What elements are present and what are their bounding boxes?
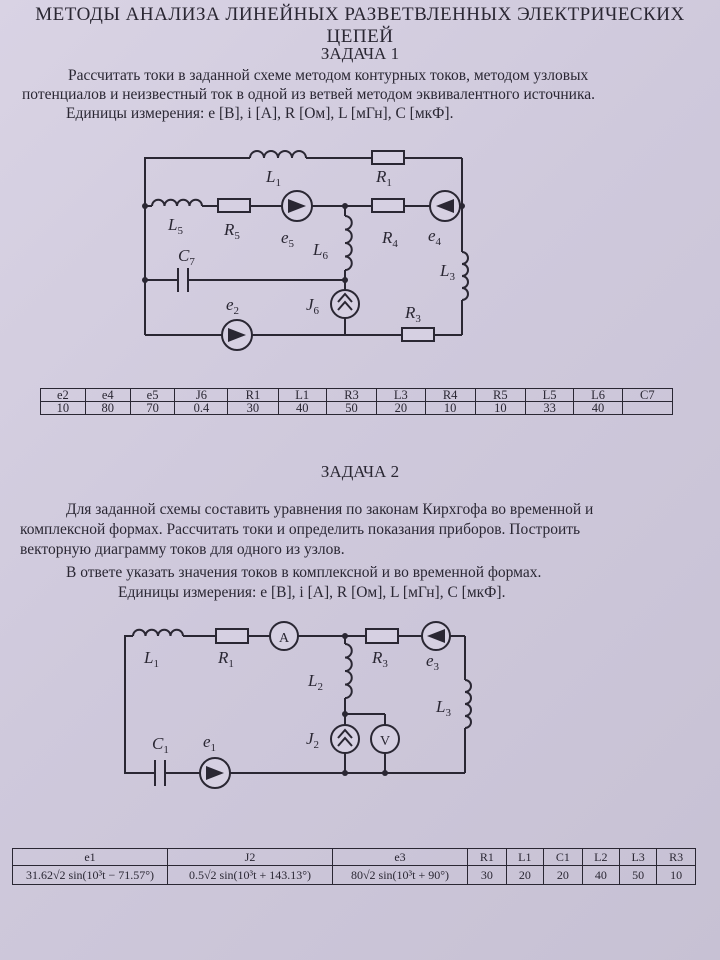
label-L3: $L_3$ bbox=[436, 697, 451, 719]
table-header-cell: J2 bbox=[168, 849, 333, 866]
label-e4: $e_4$ bbox=[428, 226, 442, 248]
label-R1: $R_1$ bbox=[218, 648, 234, 670]
table-header-cell: L6 bbox=[574, 389, 622, 402]
table-cell: 30 bbox=[468, 866, 507, 885]
table-cell: 80 bbox=[85, 402, 130, 415]
table-header-cell: e2 bbox=[41, 389, 86, 402]
table-cell: 10 bbox=[657, 866, 696, 885]
task1-line1: Рассчитать токи в заданной схеме методом контурных токов, методом узловых bbox=[68, 67, 589, 84]
label-e1: $e_1$ bbox=[203, 732, 217, 754]
table-cell: 50 bbox=[326, 402, 376, 415]
table-header-cell: R1 bbox=[228, 389, 278, 402]
label-L6: $L_6$ bbox=[313, 240, 328, 262]
label-L1: $L_1$ bbox=[266, 167, 281, 189]
table-cell: 50 bbox=[619, 866, 656, 885]
table-header-cell: e3 bbox=[333, 849, 468, 866]
voltmeter-label: V bbox=[379, 734, 391, 749]
task2-line2: комплексной формах. Рассчитать токи и определить показания приборов. Построить bbox=[20, 521, 581, 538]
table-cell: 0.4 bbox=[175, 402, 228, 415]
table-cell: 30 bbox=[228, 402, 278, 415]
label-J2: $J_2$ bbox=[306, 729, 320, 751]
table-header-cell: C1 bbox=[543, 849, 582, 866]
table-cell: 10 bbox=[425, 402, 475, 415]
task1-units: Единицы измерения: e [В], i [А], R [Ом], L [мГн], C [мкФ]. bbox=[66, 105, 454, 122]
label-e5: $e_5$ bbox=[281, 228, 295, 250]
label-L3: $L_3$ bbox=[440, 261, 455, 283]
label-e2: $e_2$ bbox=[226, 295, 240, 317]
table-header-cell: L3 bbox=[377, 389, 425, 402]
task2-line4: В ответе указать значения токов в комплексной и во временной формах. bbox=[66, 564, 542, 581]
label-R3: $R_3$ bbox=[405, 303, 421, 325]
table-row bbox=[41, 402, 673, 415]
table-header-cell: e4 bbox=[85, 389, 130, 402]
label-R1: $R_1$ bbox=[376, 167, 392, 189]
table-header-cell: L2 bbox=[582, 849, 619, 866]
task1-line2: потенциалов и неизвестный ток в одной из ветвей методом эквивалентного источника. bbox=[22, 86, 596, 103]
table-header-cell: R1 bbox=[468, 849, 507, 866]
table-cell: 0.5√2 sin(10³t + 143.13°) bbox=[168, 866, 333, 885]
table-header-row bbox=[41, 389, 673, 402]
table-row bbox=[13, 866, 696, 885]
page-title: МЕТОДЫ АНАЛИЗА ЛИНЕЙНЫХ РАЗВЕТВЛЕННЫХ ЭЛЕКТРИЧЕСКИХ ЦЕПЕЙ bbox=[35, 4, 685, 47]
label-e3: $e_3$ bbox=[426, 651, 440, 673]
label-R5: $R_5$ bbox=[224, 220, 240, 242]
table-cell: 20 bbox=[543, 866, 582, 885]
ammeter-label: A bbox=[278, 631, 290, 646]
task1-data-table bbox=[40, 388, 673, 415]
table-header-cell: R3 bbox=[657, 849, 696, 866]
label-L1: $L_1$ bbox=[144, 648, 159, 670]
task2-circuit-diagram bbox=[0, 610, 720, 810]
table-header-row bbox=[13, 849, 696, 866]
table-cell: 40 bbox=[278, 402, 326, 415]
table-cell: 40 bbox=[574, 402, 622, 415]
label-R3: $R_3$ bbox=[372, 648, 388, 670]
task2-heading: ЗАДАЧА 2 bbox=[320, 462, 400, 481]
label-J6: $J_6$ bbox=[306, 295, 320, 317]
task1-circuit-diagram bbox=[0, 130, 720, 370]
task2-line1: Для заданной схемы составить уравнения по законам Кирхгофа во временной и bbox=[66, 501, 594, 518]
table-header-cell: L5 bbox=[525, 389, 573, 402]
task2-units: Единицы измерения: e [В], i [А], R [Ом], L [мГн], C [мкФ]. bbox=[118, 584, 506, 601]
table-header-cell: R4 bbox=[425, 389, 475, 402]
task2-line3: векторную диаграмму токов для одного из узлов. bbox=[20, 541, 345, 558]
table-header-cell: L1 bbox=[278, 389, 326, 402]
table-header-cell: R5 bbox=[475, 389, 525, 402]
table-header-cell: e5 bbox=[130, 389, 175, 402]
label-L5: $L_5$ bbox=[168, 215, 183, 237]
table-header-cell: L3 bbox=[619, 849, 656, 866]
table-header-cell: C7 bbox=[622, 389, 672, 402]
label-C7: $C_7$ bbox=[178, 246, 195, 268]
table-cell: 80√2 sin(10³t + 90°) bbox=[333, 866, 468, 885]
table-cell: 40 bbox=[582, 866, 619, 885]
table-header-cell: e1 bbox=[13, 849, 168, 866]
table-header-cell: J6 bbox=[175, 389, 228, 402]
table-cell: 10 bbox=[475, 402, 525, 415]
table-cell: 10 bbox=[41, 402, 86, 415]
table-cell: 20 bbox=[377, 402, 425, 415]
table-header-cell: L1 bbox=[506, 849, 543, 866]
label-L2: $L_2$ bbox=[308, 671, 323, 693]
table-cell bbox=[622, 402, 672, 415]
table-cell: 20 bbox=[506, 866, 543, 885]
table-cell: 31.62√2 sin(10³t − 71.57°) bbox=[13, 866, 168, 885]
task1-heading: ЗАДАЧА 1 bbox=[320, 44, 400, 63]
table-cell: 33 bbox=[525, 402, 573, 415]
table-header-cell: R3 bbox=[326, 389, 376, 402]
label-R4: $R_4$ bbox=[382, 228, 398, 250]
task2-data-table bbox=[12, 848, 696, 885]
table-cell: 70 bbox=[130, 402, 175, 415]
label-C1: $C_1$ bbox=[152, 734, 169, 756]
